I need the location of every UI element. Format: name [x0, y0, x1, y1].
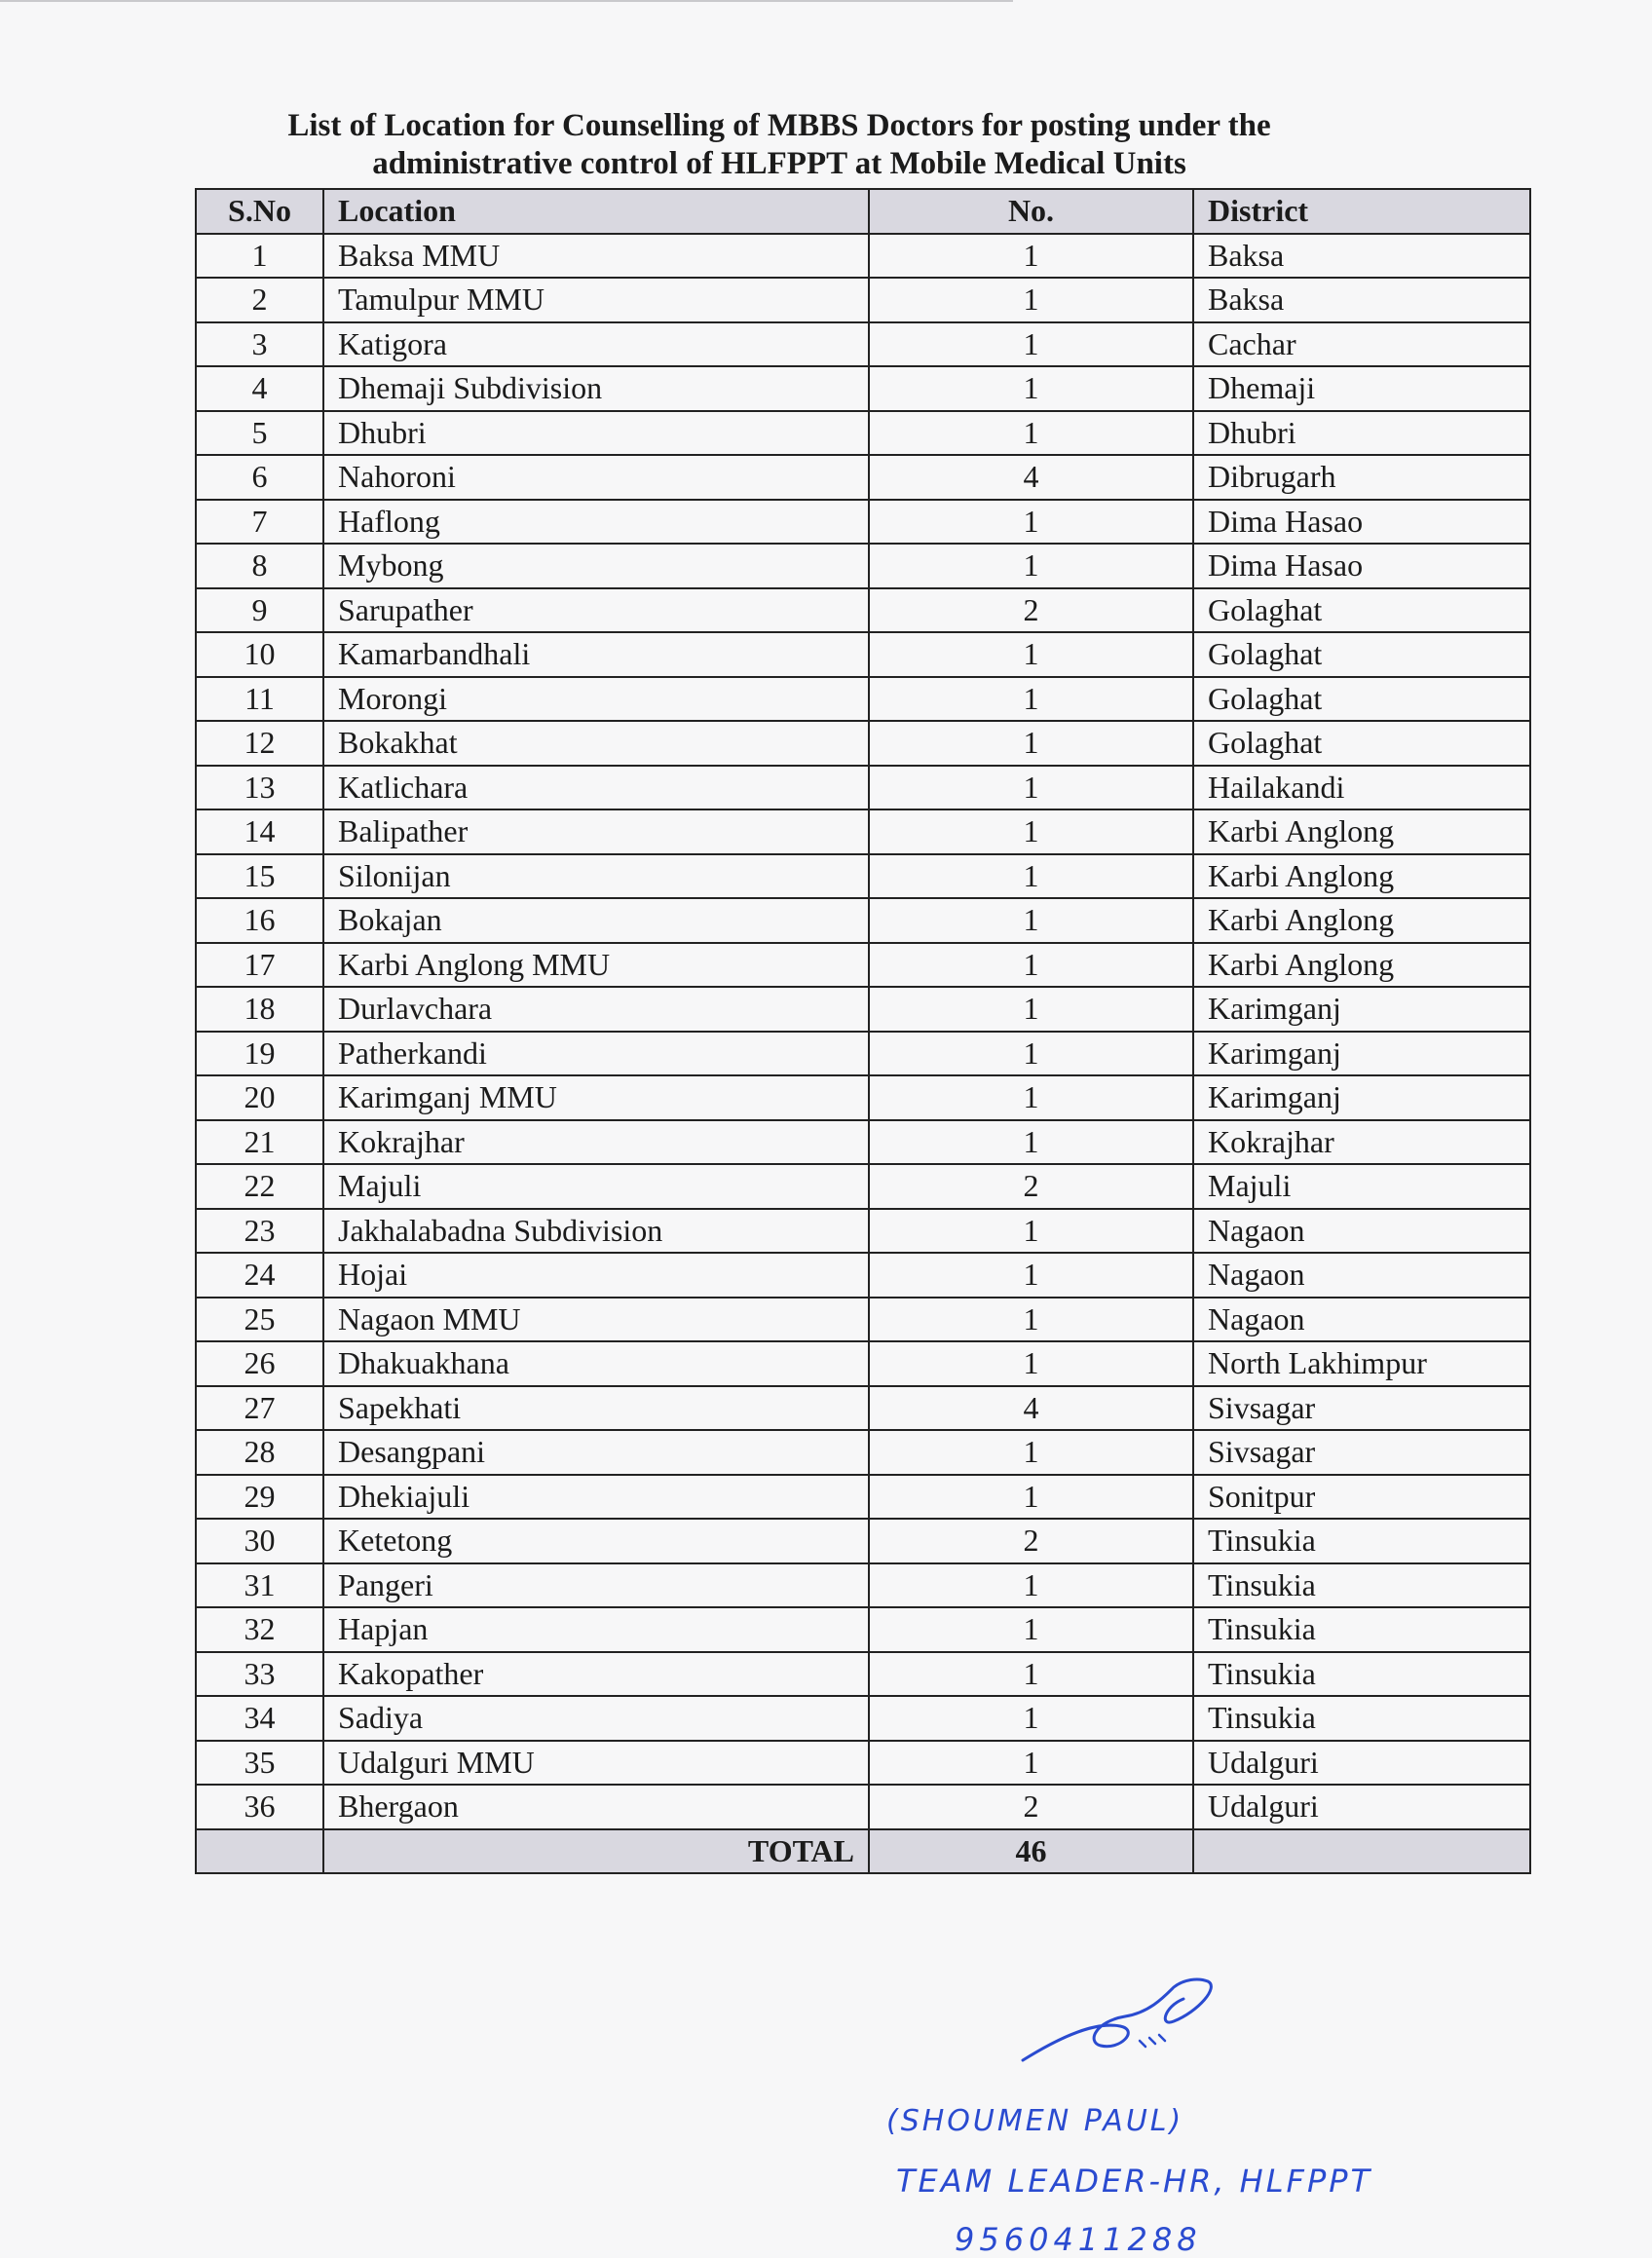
table-row [196, 1430, 1530, 1475]
cell-location: Desangpani [323, 1430, 869, 1475]
cell-sno: 31 [196, 1563, 323, 1608]
cell-district: Karimganj [1193, 987, 1530, 1032]
cell-district: Karbi Anglong [1193, 898, 1530, 943]
cell-district: Kokrajhar [1193, 1120, 1530, 1165]
cell-location: Jakhalabadna Subdivision [323, 1209, 869, 1254]
cell-no: 1 [869, 632, 1193, 677]
cell-no: 1 [869, 234, 1193, 279]
cell-sno: 24 [196, 1253, 323, 1298]
cell-district: Udalguri [1193, 1785, 1530, 1829]
signatory-phone: 9560411288 [955, 2221, 1202, 2258]
cell-no: 1 [869, 1209, 1193, 1254]
cell-location: Pangeri [323, 1563, 869, 1608]
table-row [196, 1696, 1530, 1741]
table-row [196, 1075, 1530, 1120]
cell-location: Dhubri [323, 411, 869, 456]
table-row [196, 1386, 1530, 1431]
cell-district: Udalguri [1193, 1741, 1530, 1786]
cell-district: Nagaon [1193, 1209, 1530, 1254]
table-row [196, 366, 1530, 411]
cell-no: 1 [869, 1696, 1193, 1741]
table-row [196, 544, 1530, 588]
cell-no: 1 [869, 411, 1193, 456]
cell-no: 2 [869, 1785, 1193, 1829]
cell-sno: 27 [196, 1386, 323, 1431]
table-row [196, 1253, 1530, 1298]
total-empty-cell [196, 1829, 323, 1874]
cell-location: Baksa MMU [323, 234, 869, 279]
cell-sno: 33 [196, 1652, 323, 1697]
cell-no: 4 [869, 1386, 1193, 1431]
header-no: No. [869, 189, 1193, 234]
table-row [196, 1741, 1530, 1786]
cell-location: Udalguri MMU [323, 1741, 869, 1786]
header-district: District [1193, 189, 1530, 234]
table-row [196, 898, 1530, 943]
page-top-rule [0, 0, 1013, 2]
table-row [196, 721, 1530, 766]
table-row [196, 588, 1530, 633]
table-body [196, 234, 1530, 1829]
cell-no: 1 [869, 1341, 1193, 1386]
title-line-1: List of Location for Counselling of MBBS Doctors for posting under the [287, 108, 1271, 143]
table-row [196, 1298, 1530, 1342]
cell-district: Dima Hasao [1193, 500, 1530, 545]
cell-district: Dima Hasao [1193, 544, 1530, 588]
cell-sno: 4 [196, 366, 323, 411]
cell-sno: 7 [196, 500, 323, 545]
table-row [196, 1032, 1530, 1076]
cell-district: Karbi Anglong [1193, 854, 1530, 899]
cell-location: Majuli [323, 1164, 869, 1209]
cell-location: Bokakhat [323, 721, 869, 766]
cell-district: Dhemaji [1193, 366, 1530, 411]
cell-sno: 35 [196, 1741, 323, 1786]
cell-location: Hapjan [323, 1607, 869, 1652]
cell-district: Sivsagar [1193, 1386, 1530, 1431]
cell-location: Mybong [323, 544, 869, 588]
cell-district: Baksa [1193, 278, 1530, 322]
cell-no: 1 [869, 943, 1193, 988]
table-row [196, 234, 1530, 279]
cell-sno: 10 [196, 632, 323, 677]
cell-sno: 2 [196, 278, 323, 322]
cell-no: 1 [869, 322, 1193, 367]
table-row [196, 500, 1530, 545]
table-header-row [196, 189, 1530, 234]
cell-location: Karbi Anglong MMU [323, 943, 869, 988]
cell-sno: 22 [196, 1164, 323, 1209]
document-title [195, 107, 1364, 183]
cell-sno: 8 [196, 544, 323, 588]
cell-no: 1 [869, 809, 1193, 854]
cell-sno: 28 [196, 1430, 323, 1475]
cell-sno: 16 [196, 898, 323, 943]
cell-location: Sarupather [323, 588, 869, 633]
cell-no: 1 [869, 1075, 1193, 1120]
table-row [196, 1209, 1530, 1254]
cell-district: Karbi Anglong [1193, 943, 1530, 988]
total-empty-cell [1193, 1829, 1530, 1874]
cell-no: 1 [869, 1430, 1193, 1475]
cell-sno: 15 [196, 854, 323, 899]
cell-no: 1 [869, 366, 1193, 411]
cell-sno: 12 [196, 721, 323, 766]
cell-sno: 1 [196, 234, 323, 279]
cell-location: Kamarbandhali [323, 632, 869, 677]
cell-location: Haflong [323, 500, 869, 545]
cell-district: Karimganj [1193, 1032, 1530, 1076]
cell-sno: 18 [196, 987, 323, 1032]
cell-location: Balipather [323, 809, 869, 854]
cell-district: Nagaon [1193, 1253, 1530, 1298]
cell-sno: 20 [196, 1075, 323, 1120]
table-row [196, 766, 1530, 810]
cell-sno: 5 [196, 411, 323, 456]
cell-district: North Lakhimpur [1193, 1341, 1530, 1386]
table-row [196, 322, 1530, 367]
cell-no: 1 [869, 898, 1193, 943]
header-sno: S.No [196, 189, 323, 234]
cell-no: 1 [869, 766, 1193, 810]
cell-location: Tamulpur MMU [323, 278, 869, 322]
cell-location: Dhekiajuli [323, 1475, 869, 1520]
cell-sno: 3 [196, 322, 323, 367]
cell-no: 1 [869, 677, 1193, 722]
cell-location: Patherkandi [323, 1032, 869, 1076]
table-row [196, 1785, 1530, 1829]
table-row [196, 1341, 1530, 1386]
total-label: TOTAL [323, 1829, 869, 1874]
cell-district: Golaghat [1193, 677, 1530, 722]
signatory-name: (SHOUMEN PAUL) [886, 2104, 1184, 2138]
cell-sno: 26 [196, 1341, 323, 1386]
title-line-2: administrative control of HLFPPT at Mobile Medical Units [372, 146, 1186, 181]
handwritten-signature [1003, 1968, 1227, 2075]
cell-location: Hojai [323, 1253, 869, 1298]
table-row [196, 987, 1530, 1032]
cell-no: 1 [869, 987, 1193, 1032]
cell-sno: 29 [196, 1475, 323, 1520]
table-row [196, 632, 1530, 677]
cell-no: 1 [869, 278, 1193, 322]
table-row [196, 278, 1530, 322]
table-row [196, 411, 1530, 456]
cell-location: Sapekhati [323, 1386, 869, 1431]
table-row [196, 1607, 1530, 1652]
cell-location: Nagaon MMU [323, 1298, 869, 1342]
cell-sno: 6 [196, 455, 323, 500]
total-value: 46 [869, 1829, 1193, 1874]
cell-no: 1 [869, 1741, 1193, 1786]
cell-no: 4 [869, 455, 1193, 500]
cell-location: Durlavchara [323, 987, 869, 1032]
cell-no: 1 [869, 1120, 1193, 1165]
cell-district: Majuli [1193, 1164, 1530, 1209]
cell-sno: 36 [196, 1785, 323, 1829]
cell-no: 1 [869, 1652, 1193, 1697]
cell-location: Dhemaji Subdivision [323, 366, 869, 411]
cell-location: Karimganj MMU [323, 1075, 869, 1120]
cell-sno: 21 [196, 1120, 323, 1165]
cell-district: Tinsukia [1193, 1696, 1530, 1741]
cell-no: 1 [869, 1253, 1193, 1298]
cell-location: Katlichara [323, 766, 869, 810]
signatory-role: TEAM LEADER-HR, HLFPPT [896, 2163, 1373, 2200]
cell-sno: 13 [196, 766, 323, 810]
cell-location: Bokajan [323, 898, 869, 943]
cell-no: 1 [869, 854, 1193, 899]
table-row [196, 943, 1530, 988]
cell-no: 1 [869, 1563, 1193, 1608]
cell-sno: 30 [196, 1519, 323, 1563]
cell-location: Kakopather [323, 1652, 869, 1697]
cell-no: 1 [869, 1607, 1193, 1652]
cell-district: Nagaon [1193, 1298, 1530, 1342]
cell-sno: 19 [196, 1032, 323, 1076]
cell-district: Golaghat [1193, 588, 1530, 633]
cell-district: Karimganj [1193, 1075, 1530, 1120]
cell-district: Dhubri [1193, 411, 1530, 456]
cell-district: Cachar [1193, 322, 1530, 367]
cell-sno: 23 [196, 1209, 323, 1254]
table-row [196, 1475, 1530, 1520]
cell-district: Tinsukia [1193, 1563, 1530, 1608]
cell-district: Golaghat [1193, 721, 1530, 766]
table-row [196, 854, 1530, 899]
cell-district: Sivsagar [1193, 1430, 1530, 1475]
cell-location: Bhergaon [323, 1785, 869, 1829]
cell-district: Tinsukia [1193, 1519, 1530, 1563]
cell-district: Hailakandi [1193, 766, 1530, 810]
cell-sno: 17 [196, 943, 323, 988]
table-row [196, 1652, 1530, 1697]
table-row [196, 1519, 1530, 1563]
cell-location: Nahoroni [323, 455, 869, 500]
cell-no: 1 [869, 544, 1193, 588]
cell-sno: 14 [196, 809, 323, 854]
header-location: Location [323, 189, 869, 234]
signature-block [857, 1968, 1403, 2258]
table-row [196, 1120, 1530, 1165]
cell-district: Tinsukia [1193, 1652, 1530, 1697]
cell-sno: 25 [196, 1298, 323, 1342]
cell-sno: 34 [196, 1696, 323, 1741]
cell-location: Sadiya [323, 1696, 869, 1741]
cell-district: Baksa [1193, 234, 1530, 279]
cell-location: Dhakuakhana [323, 1341, 869, 1386]
locations-table [195, 188, 1531, 1874]
cell-no: 1 [869, 1298, 1193, 1342]
cell-district: Tinsukia [1193, 1607, 1530, 1652]
table-row [196, 455, 1530, 500]
cell-location: Morongi [323, 677, 869, 722]
cell-district: Golaghat [1193, 632, 1530, 677]
table-row [196, 1164, 1530, 1209]
table-row [196, 809, 1530, 854]
cell-location: Kokrajhar [323, 1120, 869, 1165]
cell-district: Karbi Anglong [1193, 809, 1530, 854]
total-row [196, 1829, 1530, 1874]
cell-sno: 9 [196, 588, 323, 633]
cell-location: Silonijan [323, 854, 869, 899]
table-row [196, 677, 1530, 722]
cell-district: Dibrugarh [1193, 455, 1530, 500]
cell-location: Ketetong [323, 1519, 869, 1563]
cell-no: 1 [869, 500, 1193, 545]
cell-no: 1 [869, 721, 1193, 766]
cell-sno: 11 [196, 677, 323, 722]
cell-no: 2 [869, 1519, 1193, 1563]
cell-sno: 32 [196, 1607, 323, 1652]
cell-district: Sonitpur [1193, 1475, 1530, 1520]
table-row [196, 1563, 1530, 1608]
cell-no: 2 [869, 1164, 1193, 1209]
cell-no: 2 [869, 588, 1193, 633]
cell-no: 1 [869, 1032, 1193, 1076]
cell-no: 1 [869, 1475, 1193, 1520]
cell-location: Katigora [323, 322, 869, 367]
